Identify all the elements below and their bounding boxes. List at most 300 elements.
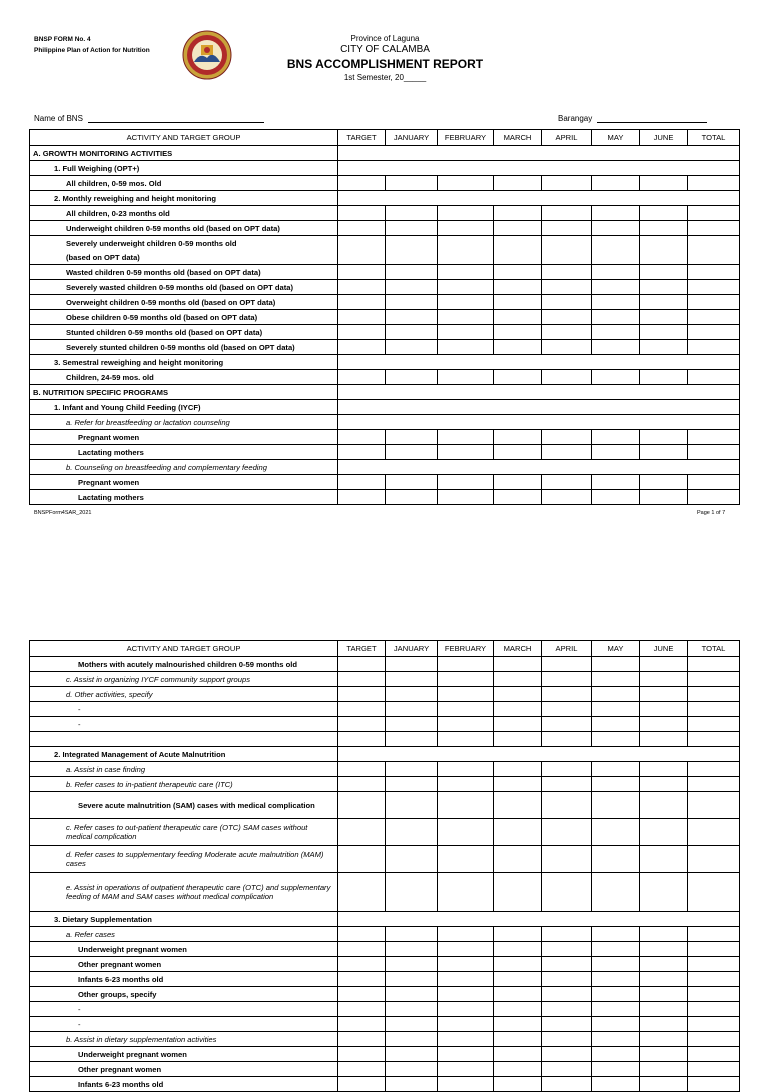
value-cell-may[interactable] <box>592 1062 640 1077</box>
value-cell-may[interactable] <box>592 490 640 505</box>
value-cell-target[interactable] <box>338 295 386 310</box>
value-cell-total[interactable] <box>688 221 740 236</box>
value-cell-target[interactable] <box>338 873 386 912</box>
value-cell-march[interactable] <box>494 475 542 490</box>
value-cell-february[interactable] <box>438 445 494 460</box>
value-cell-march[interactable] <box>494 265 542 280</box>
value-cell-march[interactable] <box>494 1017 542 1032</box>
value-cell-june[interactable] <box>640 987 688 1002</box>
value-cell-april[interactable] <box>542 657 592 672</box>
value-cell-march[interactable] <box>494 672 542 687</box>
value-cell-total[interactable] <box>688 325 740 340</box>
value-cell-april[interactable] <box>542 280 592 295</box>
value-cell-march[interactable] <box>494 295 542 310</box>
value-cell-target[interactable] <box>338 972 386 987</box>
value-cell-march[interactable] <box>494 972 542 987</box>
value-cell-march[interactable] <box>494 1032 542 1047</box>
value-cell-march[interactable] <box>494 310 542 325</box>
value-cell-target[interactable] <box>338 221 386 236</box>
value-cell-april[interactable] <box>542 325 592 340</box>
bns-name-field[interactable] <box>34 113 264 123</box>
value-cell-total[interactable] <box>688 176 740 191</box>
value-cell-march[interactable] <box>494 732 542 747</box>
value-cell-april[interactable] <box>542 942 592 957</box>
value-cell-march[interactable] <box>494 657 542 672</box>
value-cell-target[interactable] <box>338 687 386 702</box>
value-cell-february[interactable] <box>438 1077 494 1092</box>
value-cell-june[interactable] <box>640 1077 688 1092</box>
value-cell-april[interactable] <box>542 957 592 972</box>
value-cell-april[interactable] <box>542 1077 592 1092</box>
value-cell-total[interactable] <box>688 942 740 957</box>
value-cell-target[interactable] <box>338 987 386 1002</box>
value-cell-april[interactable] <box>542 310 592 325</box>
value-cell-target[interactable] <box>338 957 386 972</box>
value-cell-may[interactable] <box>592 325 640 340</box>
value-cell-target[interactable] <box>338 370 386 385</box>
value-cell-target[interactable] <box>338 490 386 505</box>
value-cell-february[interactable] <box>438 873 494 912</box>
value-cell-february[interactable] <box>438 176 494 191</box>
value-cell-april[interactable] <box>542 295 592 310</box>
value-cell-february[interactable] <box>438 1047 494 1062</box>
value-cell-march[interactable] <box>494 687 542 702</box>
value-cell-total[interactable] <box>688 340 740 355</box>
value-cell-target[interactable] <box>338 657 386 672</box>
value-cell-target[interactable] <box>338 702 386 717</box>
value-cell-march[interactable] <box>494 206 542 221</box>
value-cell-january[interactable] <box>386 1002 438 1017</box>
value-cell-january[interactable] <box>386 942 438 957</box>
value-cell-march[interactable] <box>494 702 542 717</box>
value-cell-target[interactable] <box>338 176 386 191</box>
value-cell-january[interactable] <box>386 1062 438 1077</box>
value-cell-june[interactable] <box>640 657 688 672</box>
value-cell-target[interactable] <box>338 927 386 942</box>
value-cell-february[interactable] <box>438 717 494 732</box>
value-cell-february[interactable] <box>438 846 494 873</box>
value-cell-total[interactable] <box>688 846 740 873</box>
value-cell-march[interactable] <box>494 1062 542 1077</box>
value-cell-june[interactable] <box>640 280 688 295</box>
barangay-line[interactable] <box>597 113 707 123</box>
value-cell-april[interactable] <box>542 490 592 505</box>
value-cell-february[interactable] <box>438 1032 494 1047</box>
value-cell-january[interactable] <box>386 1017 438 1032</box>
value-cell-march[interactable] <box>494 445 542 460</box>
bns-name-line[interactable] <box>88 113 264 123</box>
value-cell-february[interactable] <box>438 657 494 672</box>
value-cell-june[interactable] <box>640 490 688 505</box>
value-cell-may[interactable] <box>592 873 640 912</box>
value-cell-target[interactable] <box>338 792 386 819</box>
value-cell-total[interactable] <box>688 310 740 325</box>
value-cell-january[interactable] <box>386 702 438 717</box>
value-cell-may[interactable] <box>592 762 640 777</box>
value-cell-total[interactable] <box>688 927 740 942</box>
value-cell-total[interactable] <box>688 1047 740 1062</box>
value-cell-april[interactable] <box>542 717 592 732</box>
value-cell-february[interactable] <box>438 310 494 325</box>
value-cell-total[interactable] <box>688 265 740 280</box>
value-cell-january[interactable] <box>386 687 438 702</box>
value-cell-january[interactable] <box>386 1077 438 1092</box>
value-cell-march[interactable] <box>494 1002 542 1017</box>
value-cell-march[interactable] <box>494 176 542 191</box>
value-cell-february[interactable] <box>438 1062 494 1077</box>
value-cell-february[interactable] <box>438 250 494 265</box>
value-cell-june[interactable] <box>640 221 688 236</box>
value-cell-target[interactable] <box>338 250 386 265</box>
value-cell-march[interactable] <box>494 221 542 236</box>
value-cell-june[interactable] <box>640 370 688 385</box>
value-cell-february[interactable] <box>438 265 494 280</box>
value-cell-total[interactable] <box>688 370 740 385</box>
value-cell-total[interactable] <box>688 1077 740 1092</box>
value-cell-april[interactable] <box>542 702 592 717</box>
value-cell-march[interactable] <box>494 490 542 505</box>
value-cell-target[interactable] <box>338 310 386 325</box>
value-cell-april[interactable] <box>542 221 592 236</box>
value-cell-june[interactable] <box>640 1062 688 1077</box>
value-cell-february[interactable] <box>438 972 494 987</box>
value-cell-january[interactable] <box>386 657 438 672</box>
value-cell-target[interactable] <box>338 430 386 445</box>
value-cell-april[interactable] <box>542 445 592 460</box>
value-cell-june[interactable] <box>640 340 688 355</box>
value-cell-march[interactable] <box>494 340 542 355</box>
value-cell-january[interactable] <box>386 310 438 325</box>
value-cell-january[interactable] <box>386 236 438 251</box>
value-cell-june[interactable] <box>640 792 688 819</box>
value-cell-target[interactable] <box>338 846 386 873</box>
value-cell-april[interactable] <box>542 1017 592 1032</box>
value-cell-february[interactable] <box>438 762 494 777</box>
value-cell-june[interactable] <box>640 927 688 942</box>
value-cell-january[interactable] <box>386 873 438 912</box>
value-cell-june[interactable] <box>640 475 688 490</box>
value-cell-may[interactable] <box>592 972 640 987</box>
value-cell-april[interactable] <box>542 340 592 355</box>
value-cell-april[interactable] <box>542 1032 592 1047</box>
value-cell-february[interactable] <box>438 1002 494 1017</box>
value-cell-total[interactable] <box>688 987 740 1002</box>
value-cell-february[interactable] <box>438 206 494 221</box>
value-cell-june[interactable] <box>640 250 688 265</box>
value-cell-january[interactable] <box>386 972 438 987</box>
value-cell-april[interactable] <box>542 176 592 191</box>
value-cell-june[interactable] <box>640 972 688 987</box>
value-cell-total[interactable] <box>688 873 740 912</box>
value-cell-february[interactable] <box>438 732 494 747</box>
value-cell-january[interactable] <box>386 176 438 191</box>
value-cell-total[interactable] <box>688 236 740 251</box>
value-cell-march[interactable] <box>494 777 542 792</box>
value-cell-target[interactable] <box>338 942 386 957</box>
value-cell-june[interactable] <box>640 445 688 460</box>
value-cell-january[interactable] <box>386 717 438 732</box>
value-cell-april[interactable] <box>542 762 592 777</box>
value-cell-may[interactable] <box>592 657 640 672</box>
value-cell-may[interactable] <box>592 777 640 792</box>
value-cell-march[interactable] <box>494 873 542 912</box>
value-cell-may[interactable] <box>592 687 640 702</box>
value-cell-february[interactable] <box>438 370 494 385</box>
value-cell-target[interactable] <box>338 672 386 687</box>
value-cell-february[interactable] <box>438 927 494 942</box>
value-cell-may[interactable] <box>592 265 640 280</box>
value-cell-january[interactable] <box>386 475 438 490</box>
value-cell-total[interactable] <box>688 687 740 702</box>
value-cell-april[interactable] <box>542 1047 592 1062</box>
value-cell-june[interactable] <box>640 819 688 846</box>
value-cell-february[interactable] <box>438 777 494 792</box>
value-cell-january[interactable] <box>386 370 438 385</box>
value-cell-target[interactable] <box>338 762 386 777</box>
value-cell-february[interactable] <box>438 490 494 505</box>
value-cell-target[interactable] <box>338 280 386 295</box>
value-cell-april[interactable] <box>542 430 592 445</box>
value-cell-april[interactable] <box>542 687 592 702</box>
value-cell-april[interactable] <box>542 792 592 819</box>
value-cell-may[interactable] <box>592 280 640 295</box>
value-cell-january[interactable] <box>386 445 438 460</box>
value-cell-june[interactable] <box>640 957 688 972</box>
value-cell-may[interactable] <box>592 702 640 717</box>
value-cell-total[interactable] <box>688 475 740 490</box>
value-cell-february[interactable] <box>438 987 494 1002</box>
value-cell-may[interactable] <box>592 445 640 460</box>
value-cell-april[interactable] <box>542 732 592 747</box>
value-cell-february[interactable] <box>438 280 494 295</box>
value-cell-june[interactable] <box>640 430 688 445</box>
value-cell-total[interactable] <box>688 250 740 265</box>
value-cell-may[interactable] <box>592 1032 640 1047</box>
value-cell-may[interactable] <box>592 732 640 747</box>
value-cell-march[interactable] <box>494 762 542 777</box>
value-cell-april[interactable] <box>542 846 592 873</box>
value-cell-total[interactable] <box>688 957 740 972</box>
value-cell-may[interactable] <box>592 1017 640 1032</box>
value-cell-january[interactable] <box>386 777 438 792</box>
value-cell-january[interactable] <box>386 295 438 310</box>
value-cell-june[interactable] <box>640 310 688 325</box>
value-cell-target[interactable] <box>338 1017 386 1032</box>
value-cell-march[interactable] <box>494 927 542 942</box>
value-cell-june[interactable] <box>640 942 688 957</box>
value-cell-total[interactable] <box>688 657 740 672</box>
value-cell-april[interactable] <box>542 236 592 251</box>
value-cell-total[interactable] <box>688 430 740 445</box>
value-cell-may[interactable] <box>592 846 640 873</box>
value-cell-march[interactable] <box>494 236 542 251</box>
value-cell-march[interactable] <box>494 1047 542 1062</box>
value-cell-april[interactable] <box>542 265 592 280</box>
value-cell-january[interactable] <box>386 987 438 1002</box>
value-cell-may[interactable] <box>592 1077 640 1092</box>
value-cell-january[interactable] <box>386 250 438 265</box>
value-cell-january[interactable] <box>386 732 438 747</box>
value-cell-april[interactable] <box>542 370 592 385</box>
value-cell-target[interactable] <box>338 1002 386 1017</box>
value-cell-january[interactable] <box>386 1047 438 1062</box>
value-cell-total[interactable] <box>688 295 740 310</box>
value-cell-april[interactable] <box>542 927 592 942</box>
value-cell-february[interactable] <box>438 1017 494 1032</box>
value-cell-target[interactable] <box>338 325 386 340</box>
value-cell-june[interactable] <box>640 1047 688 1062</box>
value-cell-april[interactable] <box>542 987 592 1002</box>
value-cell-february[interactable] <box>438 957 494 972</box>
value-cell-may[interactable] <box>592 310 640 325</box>
value-cell-january[interactable] <box>386 819 438 846</box>
value-cell-february[interactable] <box>438 672 494 687</box>
value-cell-target[interactable] <box>338 475 386 490</box>
value-cell-may[interactable] <box>592 176 640 191</box>
value-cell-total[interactable] <box>688 1017 740 1032</box>
value-cell-total[interactable] <box>688 672 740 687</box>
value-cell-march[interactable] <box>494 957 542 972</box>
value-cell-may[interactable] <box>592 819 640 846</box>
barangay-field[interactable] <box>558 113 707 123</box>
value-cell-february[interactable] <box>438 295 494 310</box>
value-cell-january[interactable] <box>386 672 438 687</box>
value-cell-june[interactable] <box>640 777 688 792</box>
value-cell-may[interactable] <box>592 430 640 445</box>
value-cell-total[interactable] <box>688 777 740 792</box>
value-cell-april[interactable] <box>542 972 592 987</box>
value-cell-january[interactable] <box>386 957 438 972</box>
value-cell-january[interactable] <box>386 792 438 819</box>
value-cell-may[interactable] <box>592 370 640 385</box>
value-cell-march[interactable] <box>494 430 542 445</box>
value-cell-may[interactable] <box>592 236 640 251</box>
value-cell-february[interactable] <box>438 325 494 340</box>
value-cell-target[interactable] <box>338 445 386 460</box>
value-cell-april[interactable] <box>542 873 592 912</box>
value-cell-total[interactable] <box>688 717 740 732</box>
value-cell-may[interactable] <box>592 792 640 819</box>
value-cell-total[interactable] <box>688 792 740 819</box>
value-cell-june[interactable] <box>640 206 688 221</box>
value-cell-april[interactable] <box>542 672 592 687</box>
value-cell-february[interactable] <box>438 221 494 236</box>
value-cell-march[interactable] <box>494 280 542 295</box>
value-cell-total[interactable] <box>688 1062 740 1077</box>
value-cell-january[interactable] <box>386 265 438 280</box>
value-cell-june[interactable] <box>640 672 688 687</box>
value-cell-march[interactable] <box>494 792 542 819</box>
value-cell-june[interactable] <box>640 295 688 310</box>
value-cell-may[interactable] <box>592 250 640 265</box>
value-cell-target[interactable] <box>338 340 386 355</box>
value-cell-march[interactable] <box>494 250 542 265</box>
value-cell-total[interactable] <box>688 1032 740 1047</box>
value-cell-february[interactable] <box>438 819 494 846</box>
value-cell-total[interactable] <box>688 1002 740 1017</box>
value-cell-january[interactable] <box>386 927 438 942</box>
value-cell-june[interactable] <box>640 717 688 732</box>
value-cell-total[interactable] <box>688 490 740 505</box>
value-cell-april[interactable] <box>542 819 592 846</box>
value-cell-may[interactable] <box>592 206 640 221</box>
value-cell-may[interactable] <box>592 927 640 942</box>
value-cell-april[interactable] <box>542 206 592 221</box>
value-cell-june[interactable] <box>640 732 688 747</box>
value-cell-may[interactable] <box>592 221 640 236</box>
value-cell-may[interactable] <box>592 942 640 957</box>
value-cell-february[interactable] <box>438 236 494 251</box>
value-cell-april[interactable] <box>542 250 592 265</box>
value-cell-target[interactable] <box>338 732 386 747</box>
value-cell-february[interactable] <box>438 340 494 355</box>
value-cell-january[interactable] <box>386 430 438 445</box>
value-cell-total[interactable] <box>688 762 740 777</box>
value-cell-june[interactable] <box>640 873 688 912</box>
value-cell-march[interactable] <box>494 942 542 957</box>
value-cell-may[interactable] <box>592 672 640 687</box>
value-cell-april[interactable] <box>542 1002 592 1017</box>
value-cell-january[interactable] <box>386 206 438 221</box>
value-cell-february[interactable] <box>438 430 494 445</box>
value-cell-total[interactable] <box>688 280 740 295</box>
value-cell-may[interactable] <box>592 987 640 1002</box>
value-cell-april[interactable] <box>542 475 592 490</box>
value-cell-total[interactable] <box>688 445 740 460</box>
value-cell-february[interactable] <box>438 475 494 490</box>
value-cell-june[interactable] <box>640 702 688 717</box>
value-cell-march[interactable] <box>494 819 542 846</box>
value-cell-april[interactable] <box>542 777 592 792</box>
value-cell-january[interactable] <box>386 1032 438 1047</box>
value-cell-may[interactable] <box>592 475 640 490</box>
value-cell-march[interactable] <box>494 1077 542 1092</box>
value-cell-may[interactable] <box>592 1047 640 1062</box>
value-cell-january[interactable] <box>386 325 438 340</box>
value-cell-february[interactable] <box>438 702 494 717</box>
value-cell-june[interactable] <box>640 762 688 777</box>
value-cell-january[interactable] <box>386 490 438 505</box>
value-cell-march[interactable] <box>494 717 542 732</box>
value-cell-june[interactable] <box>640 325 688 340</box>
value-cell-june[interactable] <box>640 1032 688 1047</box>
value-cell-june[interactable] <box>640 687 688 702</box>
value-cell-february[interactable] <box>438 687 494 702</box>
value-cell-target[interactable] <box>338 717 386 732</box>
value-cell-may[interactable] <box>592 295 640 310</box>
value-cell-may[interactable] <box>592 1002 640 1017</box>
value-cell-june[interactable] <box>640 236 688 251</box>
value-cell-january[interactable] <box>386 340 438 355</box>
value-cell-total[interactable] <box>688 732 740 747</box>
value-cell-target[interactable] <box>338 1077 386 1092</box>
value-cell-target[interactable] <box>338 1047 386 1062</box>
value-cell-february[interactable] <box>438 792 494 819</box>
value-cell-total[interactable] <box>688 972 740 987</box>
value-cell-target[interactable] <box>338 236 386 251</box>
value-cell-total[interactable] <box>688 702 740 717</box>
value-cell-may[interactable] <box>592 717 640 732</box>
value-cell-may[interactable] <box>592 957 640 972</box>
value-cell-june[interactable] <box>640 1017 688 1032</box>
value-cell-january[interactable] <box>386 762 438 777</box>
value-cell-target[interactable] <box>338 777 386 792</box>
value-cell-target[interactable] <box>338 1062 386 1077</box>
value-cell-june[interactable] <box>640 1002 688 1017</box>
value-cell-june[interactable] <box>640 846 688 873</box>
value-cell-march[interactable] <box>494 325 542 340</box>
value-cell-june[interactable] <box>640 176 688 191</box>
